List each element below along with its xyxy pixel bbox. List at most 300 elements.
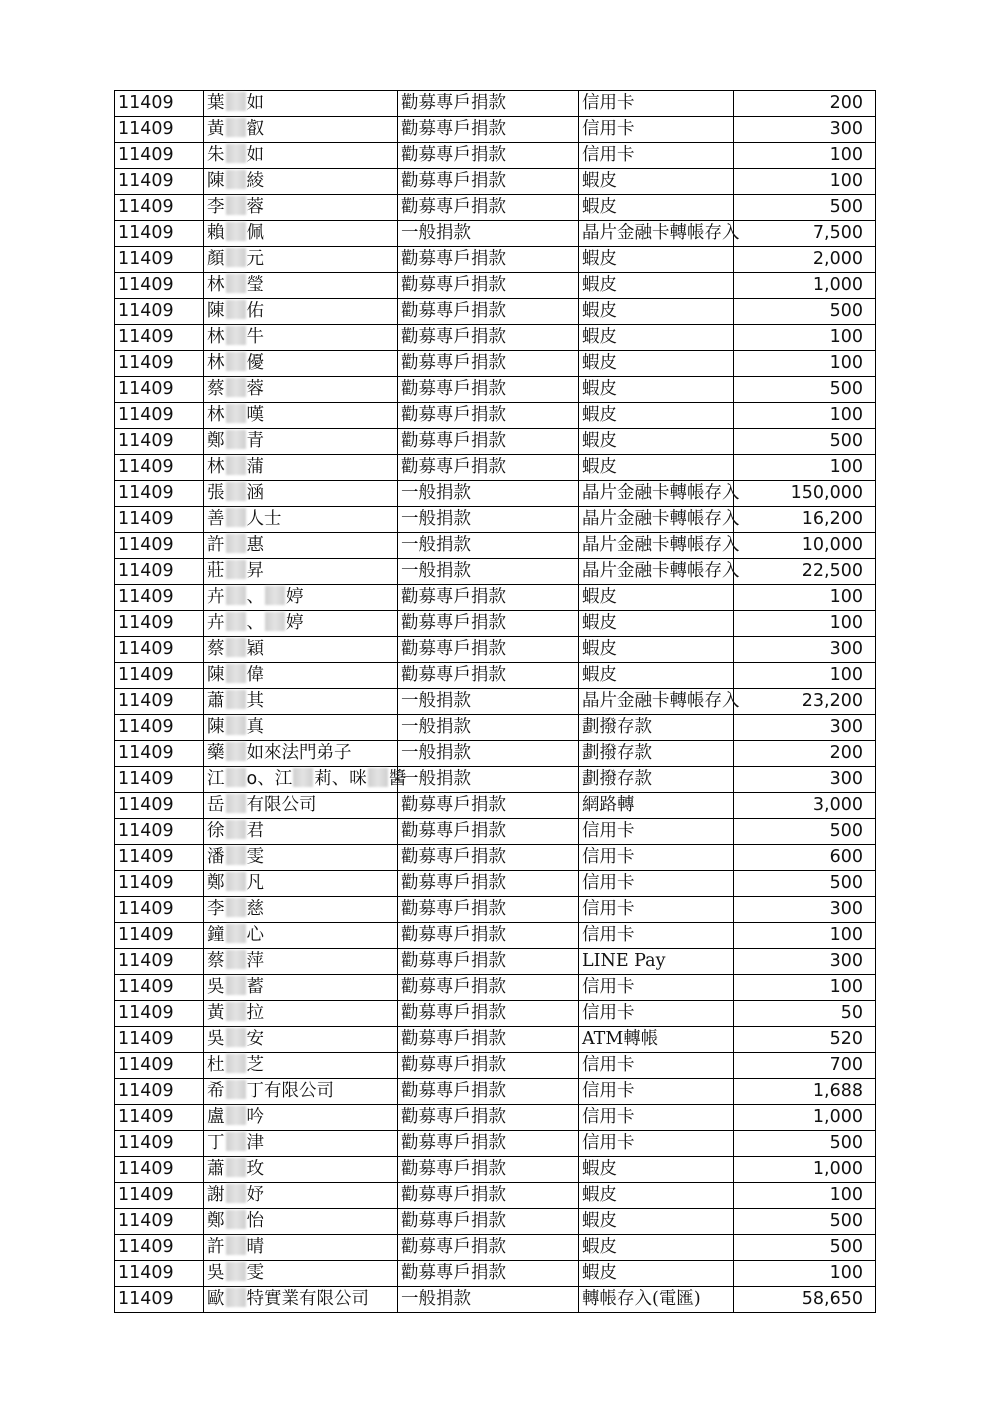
month-cell: 11409	[115, 351, 204, 377]
donor-given-name: 偉	[246, 665, 264, 685]
table-row	[115, 611, 876, 637]
donor-surname: 賴	[207, 223, 225, 243]
donation-type-cell: 勸募專戶捐款	[398, 1131, 579, 1157]
month-cell: 11409	[115, 1053, 204, 1079]
donor-name-cell	[204, 247, 398, 273]
donor-name-cell	[204, 169, 398, 195]
donor-surname: 陳	[207, 717, 225, 737]
amount-cell: 100	[734, 611, 876, 637]
month-cell: 11409	[115, 871, 204, 897]
redaction-mask	[226, 170, 246, 189]
donor-surname: 杜	[207, 1055, 225, 1075]
amount-cell: 500	[734, 1131, 876, 1157]
amount-cell: 500	[734, 1209, 876, 1235]
donation-type-cell: 勸募專戶捐款	[398, 871, 579, 897]
month-cell: 11409	[115, 923, 204, 949]
payment-method-cell: 蝦皮	[579, 637, 734, 663]
amount-cell: 100	[734, 1183, 876, 1209]
donor-name-cell	[204, 897, 398, 923]
table-row	[115, 143, 876, 169]
amount-cell: 500	[734, 195, 876, 221]
donor-surname: 林	[207, 327, 225, 347]
table-row	[115, 1131, 876, 1157]
amount-cell: 300	[734, 117, 876, 143]
donor-surname: 吳	[207, 1263, 225, 1283]
amount-cell: 200	[734, 91, 876, 117]
payment-method-cell: 信用卡	[579, 819, 734, 845]
donor-given-name: 、	[246, 613, 264, 633]
month-cell: 11409	[115, 585, 204, 611]
donor-name-cell	[204, 845, 398, 871]
donor-name-cell	[204, 1261, 398, 1287]
donation-type-cell: 勸募專戶捐款	[398, 1261, 579, 1287]
amount-cell: 100	[734, 923, 876, 949]
table-row	[115, 845, 876, 871]
table-row	[115, 533, 876, 559]
month-cell: 11409	[115, 611, 204, 637]
donor-name-cell	[204, 299, 398, 325]
payment-method-cell: 蝦皮	[579, 611, 734, 637]
donor-surname: 黃	[207, 119, 225, 139]
donor-surname: 鄭	[207, 431, 225, 451]
table-row	[115, 585, 876, 611]
donor-given-name: 、	[246, 587, 264, 607]
amount-cell: 700	[734, 1053, 876, 1079]
table-row	[115, 637, 876, 663]
donor-name-cell	[204, 949, 398, 975]
redaction-mask	[226, 274, 246, 293]
amount-cell: 100	[734, 975, 876, 1001]
donor-given-name: 蓉	[246, 379, 264, 399]
amount-cell: 300	[734, 767, 876, 793]
payment-method-cell: 信用卡	[579, 897, 734, 923]
donor-given-name: 瑩	[246, 275, 264, 295]
donor-given-name: 佩	[246, 223, 264, 243]
month-cell: 11409	[115, 793, 204, 819]
donor-surname: 林	[207, 353, 225, 373]
donor-given-name: 其	[246, 691, 264, 711]
amount-cell: 50	[734, 1001, 876, 1027]
month-cell: 11409	[115, 455, 204, 481]
month-cell: 11409	[115, 663, 204, 689]
table-row	[115, 871, 876, 897]
month-cell: 11409	[115, 1027, 204, 1053]
month-cell: 11409	[115, 715, 204, 741]
month-cell: 11409	[115, 169, 204, 195]
payment-method-cell: 晶片金融卡轉帳存入	[579, 533, 734, 559]
donor-given-name-3: 醬	[388, 769, 407, 789]
redaction-mask	[226, 482, 246, 501]
table-row	[115, 325, 876, 351]
redaction-mask	[226, 768, 246, 787]
donor-name-cell	[204, 429, 398, 455]
donor-surname: 蕭	[207, 691, 225, 711]
payment-method-cell: 晶片金融卡轉帳存入	[579, 481, 734, 507]
redaction-mask	[226, 300, 246, 319]
donor-surname: 鐘	[207, 925, 225, 945]
donor-given-name: 蒲	[246, 457, 264, 477]
donor-given-name: 叡	[246, 119, 264, 139]
payment-method-cell: 晶片金融卡轉帳存入	[579, 559, 734, 585]
table-row	[115, 195, 876, 221]
donor-surname: 朱	[207, 145, 225, 165]
donation-type-cell: 一般捐款	[398, 1287, 579, 1313]
month-cell: 11409	[115, 195, 204, 221]
donor-given-name-2: 婷	[286, 587, 304, 607]
table-row	[115, 689, 876, 715]
donor-given-name: 牛	[246, 327, 264, 347]
month-cell: 11409	[115, 377, 204, 403]
month-cell: 11409	[115, 1235, 204, 1261]
redaction-mask	[226, 1002, 246, 1021]
donor-surname: 鄭	[207, 873, 225, 893]
donation-type-cell: 勸募專戶捐款	[398, 663, 579, 689]
redaction-mask	[226, 716, 246, 735]
donor-given-name: 君	[246, 821, 264, 841]
donor-given-name: 玫	[246, 1159, 264, 1179]
payment-method-cell: 蝦皮	[579, 169, 734, 195]
month-cell: 11409	[115, 91, 204, 117]
donation-type-cell: 勸募專戶捐款	[398, 637, 579, 663]
amount-cell: 500	[734, 299, 876, 325]
redaction-mask	[226, 612, 246, 631]
donor-name-cell	[204, 767, 407, 793]
redaction-mask	[226, 794, 246, 813]
donor-name-cell	[204, 871, 398, 897]
donor-surname: 陳	[207, 171, 225, 191]
donor-given-name: 特實業有限公司	[246, 1289, 369, 1309]
amount-cell: 1,000	[734, 1105, 876, 1131]
donor-name-cell	[204, 1183, 398, 1209]
redaction-mask	[226, 1184, 246, 1203]
payment-method-cell: LINE Pay	[579, 949, 734, 975]
donor-name-cell	[204, 1157, 398, 1183]
donor-surname: 潘	[207, 847, 225, 867]
payment-method-cell: 蝦皮	[579, 1157, 734, 1183]
donation-type-cell: 勸募專戶捐款	[398, 455, 579, 481]
donor-surname: 徐	[207, 821, 225, 841]
donor-name-cell	[204, 91, 398, 117]
donor-name-cell	[204, 585, 398, 611]
month-cell: 11409	[115, 429, 204, 455]
amount-cell: 58,650	[734, 1287, 876, 1313]
table-row	[115, 1027, 876, 1053]
month-cell: 11409	[115, 143, 204, 169]
donor-surname: 陳	[207, 665, 225, 685]
payment-method-cell: ATM轉帳	[579, 1027, 734, 1053]
donation-type-cell: 勸募專戶捐款	[398, 611, 579, 637]
donor-name-cell	[204, 273, 398, 299]
table-row	[115, 455, 876, 481]
amount-cell: 10,000	[734, 533, 876, 559]
amount-cell: 100	[734, 351, 876, 377]
donor-name-cell	[204, 533, 398, 559]
donor-given-name: 昇	[246, 561, 264, 581]
donation-type-cell: 勸募專戶捐款	[398, 1183, 579, 1209]
donor-name-cell	[204, 611, 398, 637]
donor-name-cell	[204, 1053, 398, 1079]
redaction-mask	[226, 976, 246, 995]
donation-type-cell: 勸募專戶捐款	[398, 1027, 579, 1053]
donor-given-name: 元	[246, 249, 264, 269]
donor-name-cell	[204, 143, 398, 169]
table-row	[115, 403, 876, 429]
payment-method-cell: 晶片金融卡轉帳存入	[579, 689, 734, 715]
amount-cell: 500	[734, 377, 876, 403]
table-row	[115, 1079, 876, 1105]
month-cell: 11409	[115, 637, 204, 663]
donation-type-cell: 一般捐款	[398, 481, 579, 507]
donor-given-name: 安	[246, 1029, 264, 1049]
table-row	[115, 793, 876, 819]
month-cell: 11409	[115, 1183, 204, 1209]
donor-name-cell	[204, 377, 398, 403]
donor-surname: 吳	[207, 1029, 225, 1049]
amount-cell: 2,000	[734, 247, 876, 273]
redaction-mask	[226, 352, 246, 371]
donor-name-cell	[204, 975, 398, 1001]
table-row	[115, 975, 876, 1001]
table-row	[115, 1157, 876, 1183]
donation-type-cell: 一般捐款	[398, 559, 579, 585]
amount-cell: 1,000	[734, 273, 876, 299]
donor-surname: 許	[207, 535, 225, 555]
donor-name-cell	[204, 793, 398, 819]
donor-given-name: 青	[246, 431, 264, 451]
donor-given-name: o、江	[246, 769, 293, 789]
donation-type-cell: 一般捐款	[398, 689, 579, 715]
payment-method-cell: 蝦皮	[579, 585, 734, 611]
payment-method-cell: 蝦皮	[579, 1183, 734, 1209]
month-cell: 11409	[115, 845, 204, 871]
donor-name-cell	[204, 1001, 398, 1027]
donation-type-cell: 勸募專戶捐款	[398, 377, 579, 403]
table-row	[115, 1209, 876, 1235]
donation-type-cell: 勸募專戶捐款	[398, 819, 579, 845]
donor-surname: 黃	[207, 1003, 225, 1023]
payment-method-cell: 網路轉	[579, 793, 734, 819]
donor-surname: 許	[207, 1237, 225, 1257]
donor-name-cell	[204, 1209, 398, 1235]
redaction-mask	[226, 508, 246, 527]
table-row	[115, 1261, 876, 1287]
donation-type-cell: 勸募專戶捐款	[398, 91, 579, 117]
redaction-mask	[226, 1210, 246, 1229]
payment-method-cell: 蝦皮	[579, 377, 734, 403]
donor-given-name: 如	[246, 145, 264, 165]
donor-given-name: 真	[246, 717, 264, 737]
donor-name-cell	[204, 351, 398, 377]
payment-method-cell: 劃撥存款	[579, 715, 734, 741]
month-cell: 11409	[115, 273, 204, 299]
table-row	[115, 1287, 876, 1313]
redaction-mask	[226, 326, 246, 345]
amount-cell: 3,000	[734, 793, 876, 819]
month-cell: 11409	[115, 819, 204, 845]
donor-surname: 蔡	[207, 379, 225, 399]
amount-cell: 1,688	[734, 1079, 876, 1105]
payment-method-cell: 信用卡	[579, 1001, 734, 1027]
donation-type-cell: 勸募專戶捐款	[398, 1053, 579, 1079]
donor-name-cell	[204, 689, 398, 715]
donor-given-name: 雯	[246, 1263, 264, 1283]
redaction-mask	[265, 612, 285, 631]
redaction-mask	[226, 92, 246, 111]
amount-cell: 200	[734, 741, 876, 767]
redaction-mask	[226, 1288, 246, 1307]
month-cell: 11409	[115, 559, 204, 585]
redaction-mask	[226, 248, 246, 267]
amount-cell: 100	[734, 585, 876, 611]
redaction-mask	[226, 1054, 246, 1073]
donor-name-cell	[204, 741, 398, 767]
donor-name-cell	[204, 637, 398, 663]
redaction-mask	[226, 586, 246, 605]
table-row	[115, 117, 876, 143]
donor-given-name: 吟	[246, 1107, 264, 1127]
table-row	[115, 169, 876, 195]
redaction-mask	[226, 1080, 246, 1099]
donor-surname: 岳	[207, 795, 225, 815]
payment-method-cell: 蝦皮	[579, 1261, 734, 1287]
donation-type-cell: 勸募專戶捐款	[398, 949, 579, 975]
amount-cell: 300	[734, 897, 876, 923]
donor-given-name: 穎	[246, 639, 264, 659]
donor-name-cell	[204, 1287, 398, 1313]
table-row	[115, 897, 876, 923]
donor-given-name: 蓄	[246, 977, 264, 997]
redaction-mask	[226, 872, 246, 891]
donor-given-name: 涵	[246, 483, 264, 503]
amount-cell: 100	[734, 325, 876, 351]
redaction-mask	[226, 1236, 246, 1255]
donor-surname: 謝	[207, 1185, 225, 1205]
amount-cell: 22,500	[734, 559, 876, 585]
payment-method-cell: 蝦皮	[579, 247, 734, 273]
donor-given-name: 雯	[246, 847, 264, 867]
donor-surname: 葉	[207, 93, 225, 113]
donor-given-name: 優	[246, 353, 264, 373]
table-row	[115, 507, 876, 533]
payment-method-cell: 蝦皮	[579, 429, 734, 455]
redaction-mask	[226, 742, 246, 761]
redaction-mask	[226, 118, 246, 137]
payment-method-cell: 信用卡	[579, 1053, 734, 1079]
redaction-mask	[226, 560, 246, 579]
donor-given-name: 心	[246, 925, 264, 945]
table-row	[115, 923, 876, 949]
donation-type-cell: 勸募專戶捐款	[398, 897, 579, 923]
month-cell: 11409	[115, 403, 204, 429]
payment-method-cell: 轉帳存入(電匯)	[579, 1287, 734, 1313]
payment-method-cell: 劃撥存款	[579, 741, 734, 767]
donor-surname: 李	[207, 899, 225, 919]
donor-name-cell	[204, 117, 398, 143]
donor-given-name: 惠	[246, 535, 264, 555]
donor-given-name: 津	[246, 1133, 264, 1153]
donation-type-cell: 勸募專戶捐款	[398, 117, 579, 143]
redaction-mask	[226, 690, 246, 709]
donation-type-cell: 一般捐款	[398, 767, 579, 793]
payment-method-cell: 蝦皮	[579, 403, 734, 429]
donor-surname: 林	[207, 405, 225, 425]
payment-method-cell: 蝦皮	[579, 1209, 734, 1235]
donor-surname: 蕭	[207, 1159, 225, 1179]
donor-name-cell	[204, 1027, 398, 1053]
month-cell: 11409	[115, 117, 204, 143]
payment-method-cell: 晶片金融卡轉帳存入	[579, 221, 734, 247]
amount-cell: 150,000	[734, 481, 876, 507]
donor-surname: 李	[207, 197, 225, 217]
donor-surname: 吳	[207, 977, 225, 997]
donor-surname: 卉	[207, 587, 225, 607]
redaction-mask	[226, 430, 246, 449]
donor-surname: 蔡	[207, 951, 225, 971]
donor-name-cell	[204, 819, 398, 845]
donation-type-cell: 勸募專戶捐款	[398, 793, 579, 819]
donor-given-name: 丁有限公司	[246, 1081, 334, 1101]
month-cell: 11409	[115, 1287, 204, 1313]
month-cell: 11409	[115, 949, 204, 975]
month-cell: 11409	[115, 1001, 204, 1027]
donor-given-name: 妤	[246, 1185, 264, 1205]
table-row	[115, 663, 876, 689]
donation-type-cell: 勸募專戶捐款	[398, 975, 579, 1001]
donor-surname: 歐	[207, 1289, 225, 1309]
payment-method-cell: 信用卡	[579, 975, 734, 1001]
donation-type-cell: 一般捐款	[398, 715, 579, 741]
table-row	[115, 91, 876, 117]
donation-type-cell: 勸募專戶捐款	[398, 351, 579, 377]
redaction-mask	[226, 1028, 246, 1047]
donor-surname: 卉	[207, 613, 225, 633]
payment-method-cell: 信用卡	[579, 1079, 734, 1105]
donor-given-name: 佑	[246, 301, 264, 321]
table-row	[115, 767, 876, 793]
donor-name-cell	[204, 923, 398, 949]
redaction-mask	[226, 404, 246, 423]
redaction-mask	[226, 222, 246, 241]
month-cell: 11409	[115, 767, 204, 793]
payment-method-cell: 信用卡	[579, 91, 734, 117]
donor-given-name-2: 莉、咪	[314, 769, 367, 789]
donor-surname: 希	[207, 1081, 225, 1101]
amount-cell: 100	[734, 143, 876, 169]
redaction-mask	[226, 664, 246, 683]
donor-given-name: 萍	[246, 951, 264, 971]
donor-name-cell	[204, 559, 398, 585]
donor-given-name: 如來法門弟子	[246, 743, 352, 763]
month-cell: 11409	[115, 741, 204, 767]
redaction-mask	[226, 638, 246, 657]
donation-type-cell: 勸募專戶捐款	[398, 1235, 579, 1261]
amount-cell: 600	[734, 845, 876, 871]
donation-type-cell: 勸募專戶捐款	[398, 325, 579, 351]
donation-type-cell: 勸募專戶捐款	[398, 923, 579, 949]
donation-type-cell: 一般捐款	[398, 533, 579, 559]
month-cell: 11409	[115, 221, 204, 247]
redaction-mask	[226, 144, 246, 163]
redaction-mask	[226, 378, 246, 397]
table-row	[115, 351, 876, 377]
donation-type-cell: 勸募專戶捐款	[398, 299, 579, 325]
donation-type-cell: 勸募專戶捐款	[398, 143, 579, 169]
amount-cell: 23,200	[734, 689, 876, 715]
month-cell: 11409	[115, 1131, 204, 1157]
donor-name-cell	[204, 221, 398, 247]
payment-method-cell: 信用卡	[579, 923, 734, 949]
donor-given-name: 拉	[246, 1003, 264, 1023]
